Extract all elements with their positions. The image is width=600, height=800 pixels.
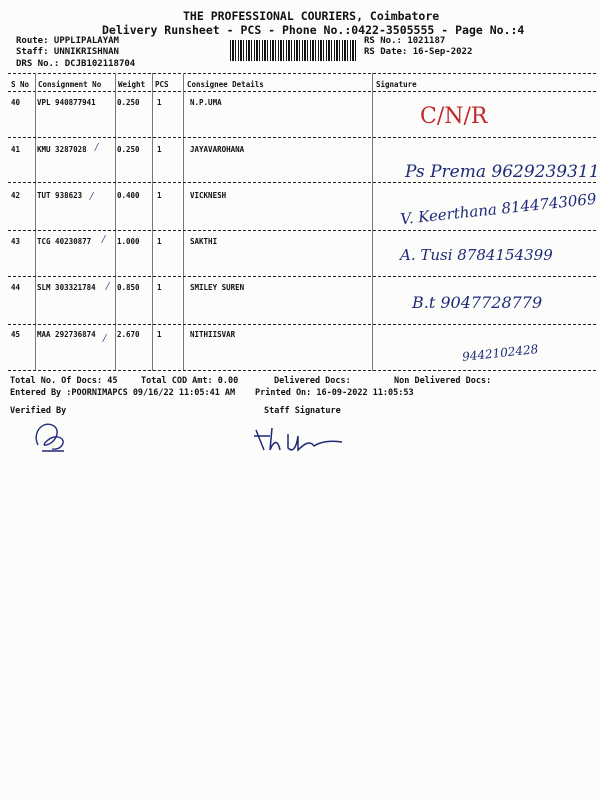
row-pcs: 1 [157,191,162,200]
row-consignment: TUT 938623 [37,191,83,200]
row-signature-handwritten: C/N/R [420,104,488,129]
row-pcs: 1 [157,145,162,154]
row-pcs: 1 [157,237,162,246]
check-mark-icon: ⁄ [100,232,108,246]
row-consignment: SLM 303321784 [37,283,96,292]
row-weight: 2.670 [117,330,140,339]
column-divider [183,73,184,371]
barcode [230,40,357,61]
check-mark-icon: ⁄ [88,189,96,203]
row-consignee: SAKTHI [190,237,218,246]
row-pcs: 1 [157,283,162,292]
total-cod: Total COD Amt: 0.00 [141,376,239,386]
row-signature-handwritten: A. Tusi 8784154399 [400,246,553,264]
non-delivered-docs: Non Delivered Docs: [394,376,492,386]
row-weight: 0.250 [117,145,140,154]
row-sno: 44 [11,283,21,292]
table-bottom-rule [8,370,596,371]
check-mark-icon: ⁄ [101,331,109,345]
company-title: THE PROFESSIONAL COURIERS, Coimbatore [183,9,440,23]
table-top-rule [8,73,596,74]
row-weight: 0.250 [117,98,140,107]
check-mark-icon: ⁄ [93,140,101,154]
col-header-pcs: PCS [155,80,169,89]
delivered-docs: Delivered Docs: [274,376,351,386]
row-separator [8,276,596,277]
row-separator [8,230,596,231]
row-consignment: KMU 3287028 [37,145,87,154]
row-signature-handwritten: Ps Prema 9629239311 [405,162,600,182]
row-sno: 43 [11,237,21,246]
row-consignee: N.P.UMA [190,98,222,107]
verified-signature [28,415,78,459]
verified-by-label: Verified By [10,406,67,416]
runsheet-subtitle: Delivery Runsheet - PCS - Phone No.:0422-3505555 - Page No.:4 [102,23,525,37]
route-label: Route: UPPLIPALAYAM [16,36,119,46]
staff-signature-label: Staff Signature [264,406,341,416]
staff-signature [250,422,350,456]
row-consignment: VPL 940877941 [37,98,96,107]
check-mark-icon: ⁄ [104,279,112,293]
row-signature-handwritten: B.t 9047728779 [412,293,543,312]
staff-label: Staff: UNNIKRISHNAN [16,47,119,57]
total-docs: Total No. Of Docs: 45 [10,376,118,386]
row-sno: 41 [11,145,21,154]
row-weight: 0.400 [117,191,140,200]
col-header-signature: Signature [376,80,417,89]
printed-on: Printed On: 16-09-2022 11:05:53 [255,388,414,398]
col-header-consignee: Consignee Details [187,80,264,89]
rs-number: RS No.: 1021187 [364,36,446,46]
row-pcs: 1 [157,98,162,107]
column-divider [35,73,36,371]
row-weight: 1.000 [117,237,140,246]
row-sno: 42 [11,191,21,200]
row-consignee: SMILEY SUREN [190,283,245,292]
column-divider [152,73,153,371]
col-header-consignment: Consignment No [38,80,102,89]
row-separator [8,182,596,183]
row-separator [8,324,596,325]
row-consignee: JAYAVAROHANA [190,145,245,154]
header-rule [8,91,596,92]
row-consignment: MAA 292736874 [37,330,96,339]
col-header-sno: S No [11,80,30,89]
row-consignee: NITHIISVAR [190,330,236,339]
row-consignment: TCG 40230877 [37,237,92,246]
entered-by: Entered By :POORNIMAPCS 09/16/22 11:05:41 AM [10,388,236,398]
drs-number: DRS No.: DCJB102118704 [16,59,136,69]
row-pcs: 1 [157,330,162,339]
row-sno: 40 [11,98,21,107]
col-header-weight: Weight [118,80,146,89]
row-signature-handwritten: V. Keerthana 8144743069 [399,189,598,229]
rs-date: RS Date: 16-Sep-2022 [364,47,473,57]
row-consignee: VICKNESH [190,191,227,200]
row-separator [8,137,596,138]
row-sno: 45 [11,330,21,339]
row-signature-handwritten: 9442102428 [461,342,539,364]
column-divider [372,73,373,371]
column-divider [115,73,116,371]
row-weight: 0.850 [117,283,140,292]
